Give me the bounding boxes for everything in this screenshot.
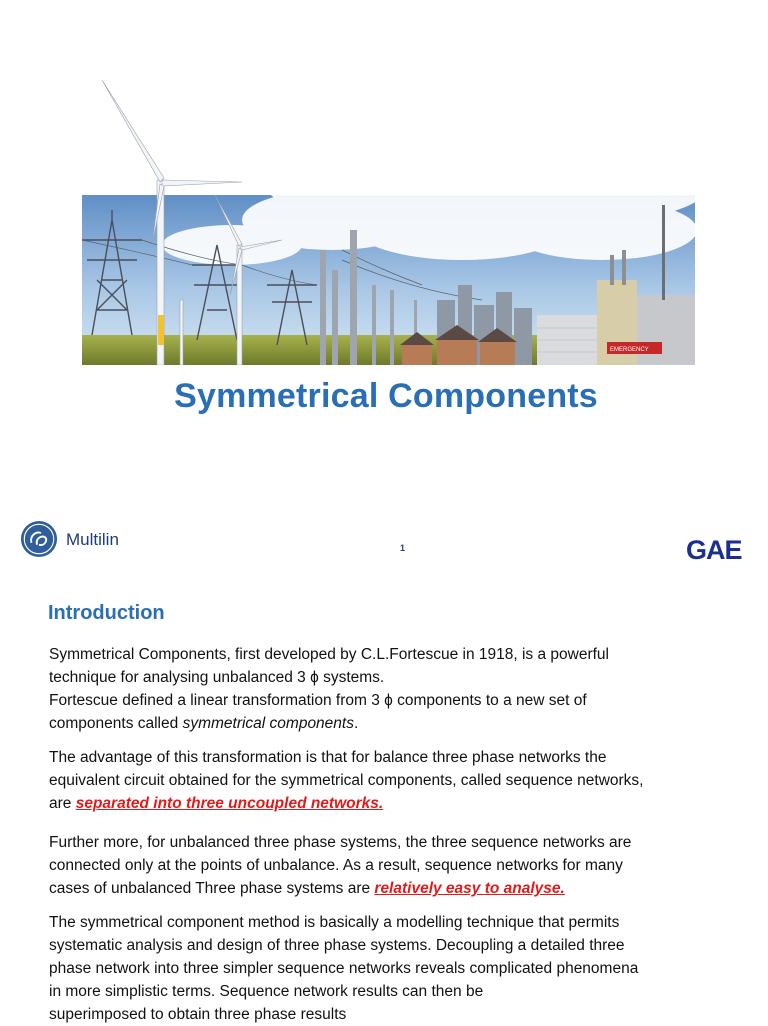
highlight-easy: relatively easy to analyse. xyxy=(374,880,565,897)
introduction-slide xyxy=(0,585,768,1024)
svg-text:GAE: GAE xyxy=(686,535,742,562)
ge-logo-icon xyxy=(20,520,58,558)
brand-name: Multilin xyxy=(66,530,119,549)
page-number: 1 xyxy=(400,543,406,553)
emergency-sign: EMERGENCY xyxy=(610,347,649,353)
paragraph-4: The symmetrical component method is basically a modelling technique that permits systematic analysis and design of three phase systems. Decoupling a detailed three phase network into three simpler sequence networks reveals complicated phenomena in more simplistic terms. Sequence network results can then be superimposed to obtain three phase results xyxy=(49,914,639,1023)
paragraph-3: Further more, for unbalanced three phase systems, the three sequence networks are connected only at the points of unbalance. As a result, sequence networks for many cases of unbalanced Three phase systems are relatively easy to analyse. xyxy=(49,834,632,897)
paragraph-1: Symmetrical Components, first developed by C.L.Fortescue in 1918, is a powerful technique for analysing unbalanced 3 ϕ systems. Fortescue defined a linear transformation from 3 ϕ components to a new set of components called symmetrical components. xyxy=(49,646,609,732)
energy-banner-image xyxy=(82,70,695,365)
paragraph-2: The advantage of this transformation is that for balance three phase networks the equivalent circuit obtained for the symmetrical components, called sequence networks, are separated into three uncoupled networks. xyxy=(49,749,644,812)
highlight-uncoupled: separated into three uncoupled networks. xyxy=(75,795,384,812)
gae-logo-icon xyxy=(686,534,748,562)
section-heading: Introduction xyxy=(48,602,165,624)
page-title: Symmetrical Components xyxy=(174,377,598,415)
